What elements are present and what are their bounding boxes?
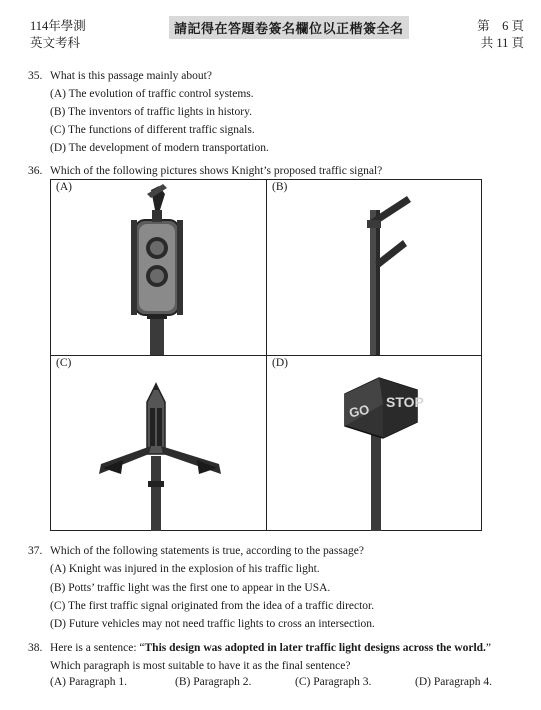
option-label: (A) <box>56 181 72 193</box>
question-stem: What is this passage mainly about? <box>50 70 212 82</box>
question-stem-suffix: ” <box>485 642 492 654</box>
question-stem: Which of the following statements is true, according to the passage? <box>50 545 364 557</box>
picture-options-grid <box>50 179 482 531</box>
option-label: (B) <box>272 181 288 193</box>
q37-option-c[interactable]: (C) The first traffic signal originated from the idea of a traffic director. <box>50 600 375 612</box>
stop-go-signal-image <box>267 356 482 531</box>
q37-option-b[interactable]: (B) Potts’ traffic light was the first one to appear in the USA. <box>50 582 331 594</box>
question-38-line2: Which paragraph is most suitable to have it as the final sentence? <box>50 660 351 672</box>
picture-option-b[interactable] <box>267 180 483 356</box>
option-label: (D) <box>272 357 288 369</box>
picture-option-a[interactable] <box>51 180 267 356</box>
q35-option-c[interactable]: (C) The functions of different traffic signals. <box>50 124 255 136</box>
question-38 <box>28 639 491 657</box>
picture-option-c[interactable] <box>51 356 267 532</box>
question-number: 37. <box>28 545 43 557</box>
page-total: 共 11 頁 <box>480 36 524 50</box>
picture-option-d[interactable] <box>267 356 483 532</box>
page-number: 第 6 頁 <box>477 19 524 33</box>
q38-option-d[interactable]: (D) Paragraph 4. <box>415 676 492 688</box>
question-number: 36. <box>28 165 43 177</box>
question-number: 35. <box>28 70 43 82</box>
q35-option-a[interactable]: (A) The evolution of traffic control systems. <box>50 88 254 100</box>
stop-sign-text: STOP <box>386 394 424 410</box>
electric-traffic-light-image <box>51 180 266 355</box>
q38-option-a[interactable]: (A) Paragraph 1. <box>50 676 127 688</box>
q37-option-a[interactable]: (A) Knight was injured in the explosion of his traffic light. <box>50 563 320 575</box>
question-stem: Which of the following pictures shows Knight’s proposed traffic signal? <box>50 165 383 177</box>
question-36 <box>28 162 382 180</box>
gas-lamp-semaphore-image <box>51 356 266 531</box>
option-label: (C) <box>56 357 72 369</box>
go-sign-text: GO <box>347 401 371 421</box>
exam-subject: 英文考科 <box>30 36 81 50</box>
page-indicator <box>477 18 524 52</box>
semaphore-pole-image <box>267 180 482 355</box>
question-37 <box>28 542 364 560</box>
exam-header-left <box>30 18 86 52</box>
q37-option-d[interactable]: (D) Future vehicles may not need traffic lights to cross an intersection. <box>50 618 375 630</box>
question-stem-quote: This design was adopted in later traffic light designs across the world. <box>144 642 486 654</box>
question-35 <box>28 67 212 85</box>
question-number: 38. <box>28 642 43 654</box>
signature-reminder: 請記得在答題卷簽名欄位以正楷簽全名 <box>169 16 409 39</box>
q35-option-b[interactable]: (B) The inventors of traffic lights in history. <box>50 106 252 118</box>
question-stem-prefix: Here is a sentence: “ <box>50 642 145 654</box>
q35-option-d[interactable]: (D) The development of modern transportation. <box>50 142 269 154</box>
exam-year: 114年學測 <box>30 19 86 33</box>
q38-option-b[interactable]: (B) Paragraph 2. <box>175 676 252 688</box>
q38-option-c[interactable]: (C) Paragraph 3. <box>295 676 372 688</box>
